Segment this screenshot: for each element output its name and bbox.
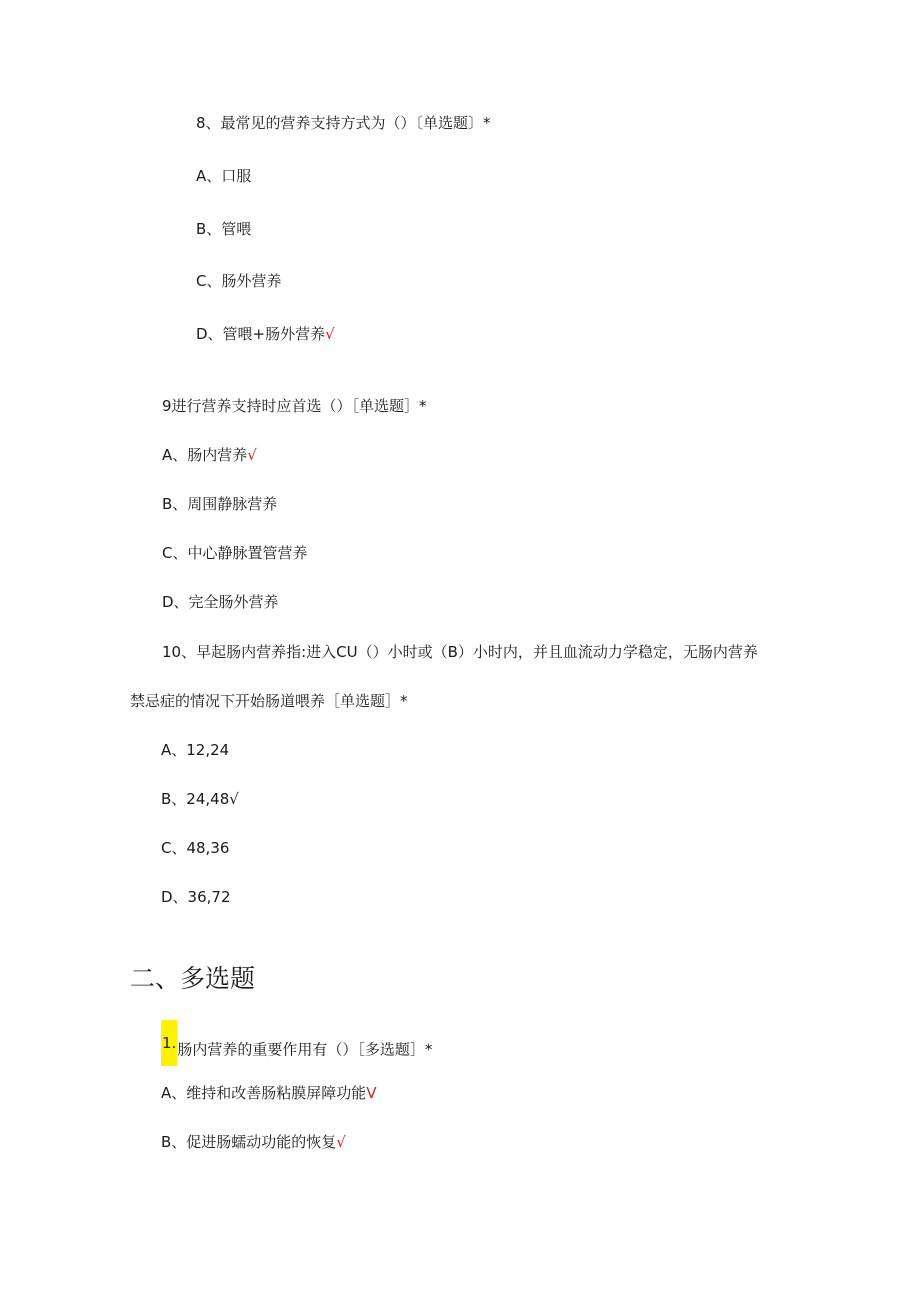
check-mark: √ — [325, 325, 335, 343]
option-text: B、促进肠蠕动功能的恢复 — [161, 1133, 337, 1151]
check-mark: V — [366, 1084, 377, 1102]
option-text: D、管喂+肠外营养 — [196, 325, 326, 343]
question-10-stem-line2: 禁忌症的情况下开始肠道喂养［单选题］* — [130, 692, 408, 710]
m1-option-b — [161, 1132, 346, 1152]
check-mark: √ — [336, 1133, 346, 1151]
question-8-stem: 8、最常见的营养支持方式为（）〔单选题〕* — [196, 114, 491, 132]
option-text: C、中心静脉置管营养 — [162, 544, 308, 562]
option-text: A、口服 — [196, 167, 252, 185]
q10-option-a — [161, 740, 229, 760]
question-10-stem-line1: 10、早起肠内营养指:进入CU（）小时或（B）小时内，并且血流动力学稳定，无肠内营养 — [162, 643, 758, 661]
question-text: 肠内营养的重要作用有（）［多选题］* — [177, 1040, 433, 1059]
q10-option-d — [161, 887, 231, 907]
q8-option-c — [196, 271, 281, 291]
q8-option-d — [196, 324, 335, 344]
q9-option-b — [162, 494, 277, 514]
option-text: B、管喂 — [196, 220, 252, 238]
q9-option-d — [162, 592, 279, 612]
m1-option-a — [161, 1083, 377, 1103]
q9-option-a — [162, 445, 257, 465]
option-text: A、12,24 — [161, 741, 230, 759]
q9-option-c — [162, 543, 307, 563]
question-number-highlight: 1. — [161, 1020, 177, 1066]
option-text: B、周围静脉营养 — [162, 495, 278, 513]
option-text: A、维持和改善肠粘膜屏障功能 — [161, 1084, 367, 1102]
option-text: B、24,48 — [161, 790, 230, 808]
check-mark: √ — [229, 790, 239, 808]
q10-option-b — [161, 789, 239, 809]
q10-option-c — [161, 838, 229, 858]
option-text: C、肠外营养 — [196, 272, 282, 290]
check-mark: √ — [247, 446, 257, 464]
multi-question-1-stem — [161, 1034, 433, 1059]
question-9-stem: 9进行营养支持时应首选（）［单选题］* — [162, 397, 427, 415]
option-text: C、48,36 — [161, 839, 230, 857]
option-text: D、完全肠外营养 — [162, 593, 279, 611]
option-text: A、肠内营养 — [162, 446, 248, 464]
option-text: D、36,72 — [161, 888, 231, 906]
section-title: 二、多选题 — [130, 964, 256, 993]
q8-option-a — [196, 166, 251, 186]
q8-option-b — [196, 219, 251, 239]
